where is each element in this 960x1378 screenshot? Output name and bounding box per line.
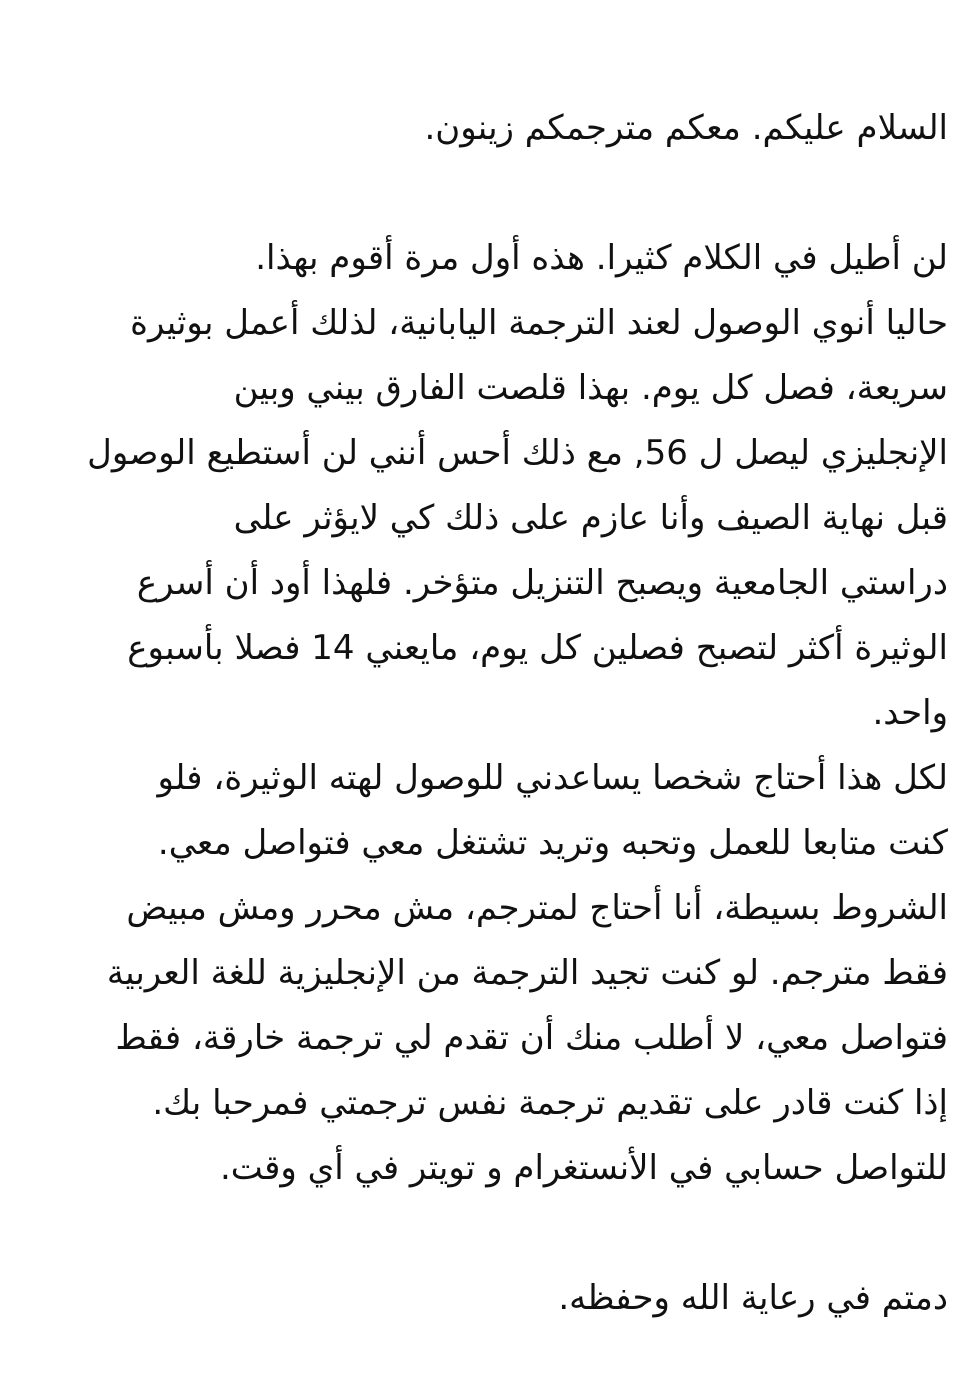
body-line: الوثيرة أكثر لتصبح فصلين كل يوم، مايعني 14 فصلا بأسبوع	[127, 628, 948, 668]
body-line: كنت متابعا للعمل وتحبه وتريد تشتغل معي فتواصل معي.	[157, 823, 948, 863]
body-line: الشروط بسيطة، أنا أحتاج لمترجم، مش محرر ومش مبيض	[126, 888, 948, 928]
body-line: فقط مترجم. لو كنت تجيد الترجمة من الإنجليزية للغة العربية	[106, 953, 948, 993]
body-line: واحد.	[872, 693, 948, 733]
body-line: فتواصل معي، لا أطلب منك أن تقدم لي ترجمة خارقة، فقط	[115, 1018, 948, 1058]
body-line: سريعة، فصل كل يوم. بهذا قلصت الفارق بيني وبين	[233, 368, 948, 408]
body-line: قبل نهاية الصيف وأنا عازم على ذلك كي لايؤثر على	[233, 498, 948, 538]
closing-line: دمتم في رعاية الله وحفظه.	[558, 1278, 948, 1318]
greeting-line: السلام عليكم. معكم مترجمكم زينون.	[424, 108, 948, 148]
body-line: إذا كنت قادر على تقديم ترجمة نفس ترجمتي فمرحبا بك.	[152, 1083, 948, 1123]
body-line: لكل هذا أحتاج شخصا يساعدني للوصول لهته الوثيرة، فلو	[157, 758, 948, 798]
paragraph-gap	[8, 1201, 948, 1266]
paragraph-gap	[8, 161, 948, 226]
body-line: دراستي الجامعية ويصبح التنزيل متؤخر. فلهذا أود أن أسرع	[136, 563, 948, 603]
body-line: حاليا أنوي الوصول لعند الترجمة اليابانية، لذلك أعمل بوثيرة	[130, 303, 948, 343]
body-line: الإنجليزي ليصل ل 56, مع ذلك أحس أنني لن أستطيع الوصول	[87, 433, 948, 473]
body-line: للتواصل حسابي في الأنستغرام و تويتر في أي وقت.	[219, 1148, 948, 1188]
body-line: لن أطيل في الكلام كثيرا. هذه أول مرة أقوم بهذا.	[255, 238, 948, 278]
document-page	[0, 96, 960, 1378]
